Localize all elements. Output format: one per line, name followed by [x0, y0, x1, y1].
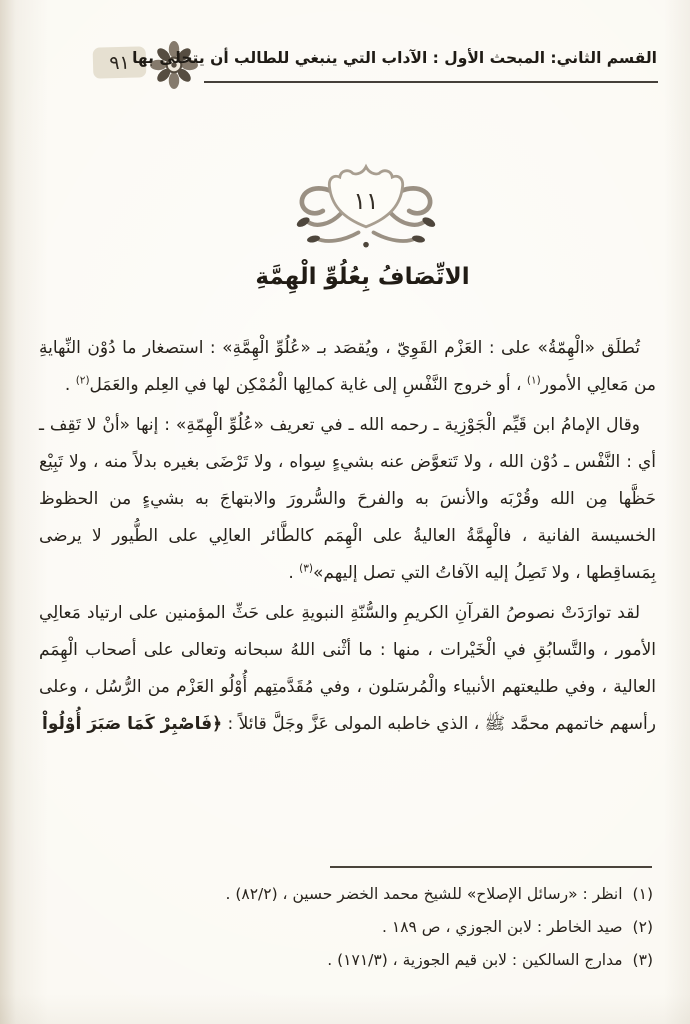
footnote-number: (٣)	[632, 951, 653, 969]
footnote	[40, 944, 653, 977]
paragraph: وقال الإمامُ ابن قَيِّم الْجَوْزِية ـ رحمه الله ـ في تعريف «عُلُوِّ الْهِمّةِ» : إنها «أنْ لا تَقِف ـ أي : النَّفْس ـ دُوْن الله ، ولا تَتعوَّض عنه بشيءٍ سِواه ، ولا تَرْضَى بغيره بدلاً منه ، ولا تَبِيْع حَظَّها مِن الله وقُرْبَه والأنسَ به والفرحَ والسُّرورَ والابتهاجَ به بشيءٍ من الحظوظ الخسيسة الفانية ، فالْهِمَّةُ العاليةُ على الْهِمَم كالطَّائر العالِي على الطُّيور لا يرضى بِمَساقِطها ، ولا تَصِلُ إليه الآفاتُ التي تصل إليهم»$^{(٣)}$ .	[39, 415, 656, 583]
quran-quote: ﴿فَاصْبِرْ كَمَا صَبَرَ أُوْلُواْ	[42, 714, 223, 734]
footnote	[40, 878, 653, 911]
footnote-separator	[330, 866, 652, 868]
page-number: ٩١	[109, 51, 131, 74]
header-rule	[204, 81, 658, 83]
footnote-ref: (٢)	[75, 374, 90, 387]
footnote-ref: (٣)	[299, 562, 314, 575]
chapter-title: الاتِّصَافُ بِعُلُوِّ الْهِمَّةِ	[255, 264, 470, 290]
footnote-number: (٢)	[632, 918, 653, 936]
footnote-text: انظر : «رسائل الإصلاح» للشيخ محمد الخضر حسين ، (٨٢/٢) .	[225, 885, 623, 903]
chapter-number: ١١	[353, 187, 379, 215]
footnote	[40, 911, 653, 944]
footnotes	[40, 878, 653, 977]
paragraph: لقد توارَدَتْ نصوصُ القرآنِ الكريمِ والسُّنّةِ النبويةِ على حَثِّ المؤمنين على ارتياد مَعالِي الأمور ، والتَّسابُقِ في الْخَيْرات ، منها : ما أثْنى اللهُ سبحانه وتعالى على أصحاب الْهِمَم العالية ، وفي طليعتهم الأنبياء والْمُرسَلون ، وفي مُقَدَّمتِهم أُوْلُو العَزْم من الرُّسُل ، وعلى رأسهم خاتمهم محمَّد ﷺ ، الذي خاطبه المولى عَزَّ وجَلَّ قائلاً : ﴿فَاصْبِرْ كَمَا صَبَرَ أُوْلُواْ	[39, 603, 656, 734]
footnote-ref: (١)	[526, 374, 541, 387]
chapter-ornament-icon	[291, 162, 441, 256]
paragraph: تُطلَق «الْهِمّةُ» على : العَزْم القَوِيّ ، ويُقصَد بـ «عُلُوِّ الْهِمَّةِ» : استصغار ما دُوْن النِّهايةِ من مَعالِي الأمور$^{(١)}$ ، أو خروج النَّفْسِ إلى غاية كمالِها الْمُمْكِن لها في العِلم والعَمَل$^{(٢)}$ .	[39, 338, 656, 395]
footnote-text: صيد الخاطر : لابن الجوزي ، ص ١٨٩ .	[382, 918, 623, 936]
running-head: القسم الثاني: المبحث الأول : الآداب التي ينبغي للطالب أن يتحلى بها	[132, 49, 657, 67]
body-text	[39, 330, 656, 746]
footnote-text: مدارج السالكين : لابن قيم الجوزية ، (١٧١/٣) .	[327, 951, 623, 969]
footnote-number: (١)	[632, 885, 653, 903]
